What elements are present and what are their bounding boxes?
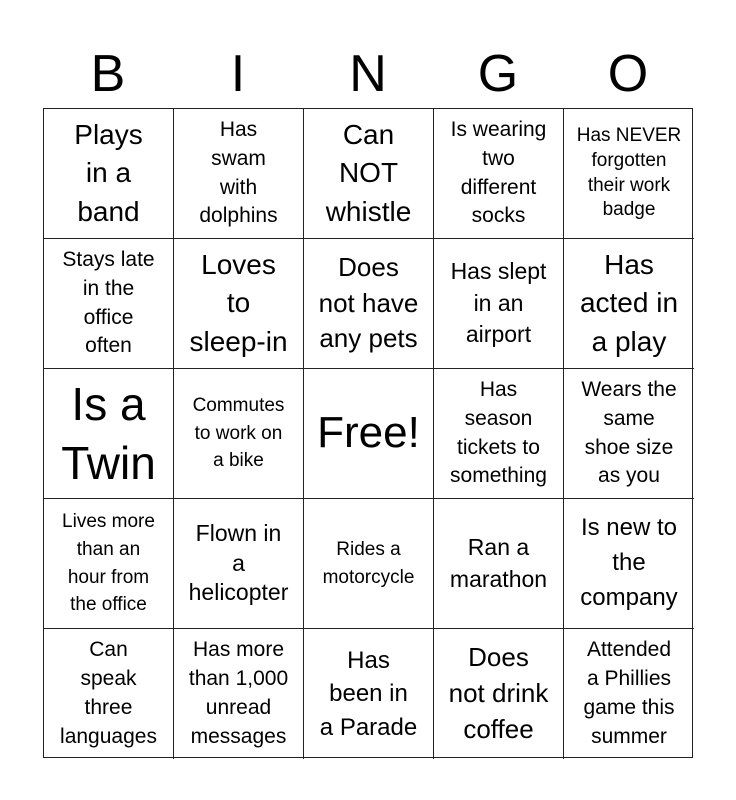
bingo-cell-text: Does not drink coffee [448,642,549,744]
bingo-cell-text: Can speak three languages [60,638,157,748]
header-letter-b: B [90,45,126,103]
bingo-cell[interactable] [304,109,434,239]
bingo-cell[interactable] [44,369,174,499]
bingo-cell-text: Ran a marathon [449,533,548,592]
bingo-cell[interactable] [564,499,694,629]
bingo-cell[interactable] [44,109,174,239]
bingo-cell[interactable] [304,629,434,759]
bingo-cell[interactable] [564,239,694,369]
bingo-cell-text: Free! [317,408,420,458]
bingo-cell[interactable] [564,369,694,499]
bingo-cell-text: Has more than 1,000 unread messages [188,638,289,748]
bingo-cell[interactable] [174,629,304,759]
bingo-cell[interactable] [304,499,434,629]
bingo-cell-text: Can NOT whistle [325,118,412,227]
bingo-cell-text: Has season tickets to something [450,377,547,488]
bingo-cell-text: Plays in a band [74,118,143,227]
bingo-cell[interactable] [174,499,304,629]
bingo-cell-text: Flown in a helicopter [188,519,289,606]
header-letter-n: N [349,45,387,103]
bingo-cell-text: Does not have any pets [318,251,419,354]
bingo-cell[interactable] [44,499,174,629]
bingo-board [43,108,693,758]
bingo-cell-text: Has slept in an airport [450,257,547,348]
bingo-cell-text: Has acted in a play [579,248,679,357]
bingo-cell-text: Rides a motorcycle [322,538,415,588]
free-space-cell[interactable] [304,369,434,499]
bingo-cell-text: Is wearing two different socks [450,117,547,228]
bingo-cell-text: Wears the same shoe size as you [581,377,677,488]
bingo-cell[interactable] [174,109,304,239]
bingo-cell-text: Loves to sleep-in [189,248,288,357]
header-letter-i: I [230,45,246,103]
bingo-cell-text: Attended a Phillies game this summer [583,638,675,748]
bingo-cell[interactable] [434,239,564,369]
bingo-cell[interactable] [304,239,434,369]
bingo-cell-text: Has swam with dolphins [199,117,278,228]
bingo-cell[interactable] [434,369,564,499]
bingo-cell-text: Lives more than an hour from the office [62,511,155,616]
bingo-cell-text: Is new to the company [580,514,678,611]
bingo-cell-text: Commutes to work on a bike [192,395,285,472]
bingo-cell[interactable] [174,369,304,499]
bingo-cell[interactable] [434,629,564,759]
bingo-cell-text: Stays late in the office often [62,247,155,358]
bingo-header [43,40,693,108]
bingo-cell[interactable] [44,239,174,369]
bingo-cell[interactable] [564,629,694,759]
bingo-cell-text: Has NEVER forgotten their work badge [576,125,682,221]
header-letter-o: O [607,45,649,103]
bingo-cell[interactable] [434,109,564,239]
header-letter-g: G [477,45,519,103]
bingo-cell[interactable] [174,239,304,369]
bingo-cell[interactable] [564,109,694,239]
bingo-cell-text: Is a Twin [61,377,156,489]
bingo-cell-text: Has been in a Parade [319,647,418,741]
bingo-cell[interactable] [44,629,174,759]
bingo-cell[interactable] [434,499,564,629]
